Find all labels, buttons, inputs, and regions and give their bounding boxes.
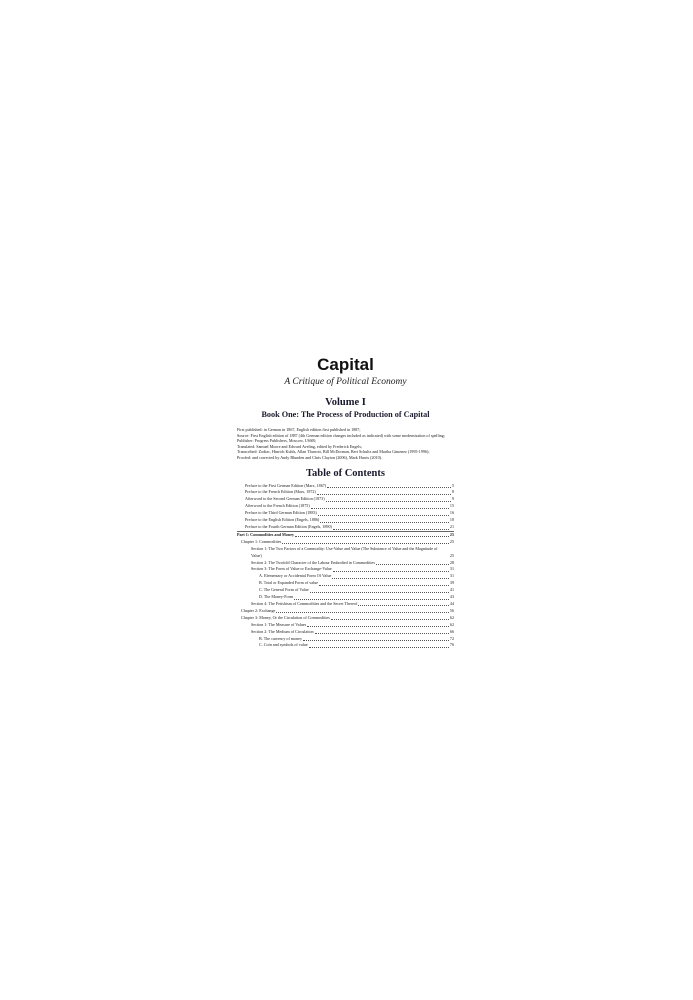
toc-entry-label: Afterword to the Second German Edition (1873) [245,496,325,502]
toc-dot-leader [320,518,449,523]
toc-dot-leader [333,525,449,530]
toc-entry-label: Chapter 1: Commodities [241,538,282,544]
toc-entry[interactable] [237,601,454,608]
toc-dot-leader [332,574,449,579]
toc-dot-leader [315,629,449,634]
toc-dot-leader [282,539,449,544]
publication-info-line: Source: First English edition of 1887 (4th German edition changes included as indicated) with some modernisation of spelling; [237,432,445,438]
toc-entry-label: C. Coin and symbols of value [259,642,308,648]
toc-page-number: 56 [449,607,454,613]
toc-page-number: 8 [451,489,454,495]
toc-dot-leader [294,595,449,600]
toc-entry[interactable] [237,622,454,629]
toc-entry[interactable] [237,587,454,594]
book-heading: Book One: The Process of Production of Capital [261,410,430,419]
toc-dot-leader [307,622,449,627]
document-page [237,355,454,649]
toc-page-number: 9 [451,496,454,502]
toc-entry[interactable] [237,546,454,560]
toc-page-number: 21 [449,524,454,529]
toc-entry-label: Section 2: The Medium of Circulation [251,628,314,634]
toc-entry-label: Preface to the French Edition (Marx, 1872) [245,489,316,495]
toc-entry-label: Section 3: The Form of Value or Exchange-Value [251,566,332,572]
toc-dot-leader [318,511,449,516]
toc-page-number: 66 [449,628,454,634]
toc-entry[interactable] [237,560,454,567]
toc-dot-leader [303,636,449,641]
publication-info-line: Proofed: and corrected by Andy Blunden and Chris Clayton (2006), Mark Harris (2010). [237,454,383,460]
toc-dot-leader [376,560,449,565]
toc-entry[interactable] [237,573,454,580]
toc-page-number: 76 [449,642,454,648]
toc-dot-leader [310,588,449,593]
publication-info-line: Translated: Samuel Moore and Edward Aveling, edited by Frederick Engels; [237,443,363,449]
toc-page-number: 62 [449,614,454,620]
toc-entry-label: Section 1: The Measure of Values [251,621,307,627]
toc-page-number: 31 [449,566,454,572]
toc-page-number: 25 [449,552,454,558]
toc-entry[interactable] [237,503,454,510]
toc-dot-leader [327,483,451,488]
toc-entry-label: Section 2: The Twofold Character of the Labour Embodied in Commodities [251,559,375,565]
publication-info-line: First published: in German in 1867, English edition first published in 1887; [237,427,361,432]
toc-entry-label: Preface to the Fourth German Edition (Engels, 1890) [245,524,332,529]
toc-entry[interactable] [237,580,454,587]
toc-dot-leader [333,567,449,572]
toc-page-number: 31 [449,573,454,579]
toc-page-number: 16 [449,510,454,516]
toc-page-number: 25 [449,538,454,544]
toc-page-number: 43 [449,594,454,600]
publication-info [237,427,454,461]
toc-page-number: 18 [449,517,454,523]
toc-entry[interactable] [237,629,454,636]
toc-entry[interactable] [237,489,454,496]
toc-entry-label: Section 4: The Fetishism of Commodities and the Secret Thereof [251,600,358,606]
toc-dot-leader [331,615,449,620]
toc-entry-label: Chapter 3: Money, Or the Circulation of Commodities [241,614,330,620]
toc-entry-label: Afterword to the French Edition (1875) [245,503,310,509]
toc-entry[interactable] [237,539,454,546]
toc-dot-leader [317,490,451,495]
toc-page-number: 72 [449,635,454,641]
toc-page-number: 44 [449,600,454,606]
book-subtitle: A Critique of Political Economy [284,377,407,387]
toc-entry-label: D. The Money-Form [259,594,294,600]
toc-entry-label: Preface to the First German Edition (Marx, 1867) [245,482,327,488]
toc-page-number: 41 [449,587,454,593]
toc-dot-leader [319,581,449,586]
toc-entry-label: B. Total or Expanded Form of value [259,580,319,586]
toc-entry-label: Preface to the English Edition (Engels, 1886) [245,517,320,523]
publication-info-line: Publisher: Progress Publishers, Moscow, USSR; [237,438,317,444]
toc-entry[interactable] [237,496,454,503]
toc-heading: Table of Contents [306,467,385,479]
toc-dot-leader [309,643,449,648]
publication-info-line: Transcribed: Zodiac, Hinrich Kuhls, Allan Thurrott, Bill McDorman, Bert Schultz and Martha Gimenez (1995-1996); [237,449,430,455]
toc-dot-leader [326,497,451,502]
toc-dot-leader [276,608,449,613]
toc-page-number: 5 [451,482,454,488]
toc-dot-leader [311,504,449,509]
toc-entry[interactable] [237,483,454,490]
toc-entry[interactable] [237,517,454,524]
volume-heading: Volume I [325,397,366,408]
toc-page-number: 25 [449,531,454,537]
toc-entry[interactable] [237,636,454,643]
toc-entry[interactable] [237,510,454,517]
toc-entry-label: Section 1: The Two Factors of a Commodity: Use-Value and Value (The Substance of Value and the Magnitude of Value) [251,545,438,558]
toc-page-number: 39 [449,580,454,586]
toc-entry[interactable] [237,566,454,573]
toc-page-number: 28 [449,559,454,565]
toc-dot-leader [295,532,449,537]
toc-entry-label: C. The General Form of Value [259,587,309,593]
toc-entry-label: Preface to the Third German Edition (1883) [245,510,317,516]
book-title: Capital [317,355,374,374]
toc-entry[interactable] [237,642,454,649]
toc-entry-label: Chapter 2: Exchange [241,607,276,613]
toc-part-entry[interactable] [237,531,454,539]
toc-page-number: 62 [449,621,454,627]
toc-entry-label: Part 1: Commodities and Money [237,531,295,537]
toc-entry[interactable] [237,608,454,615]
toc-entry-label: B. The currency of money [259,635,303,641]
toc-entry[interactable] [237,594,454,601]
table-of-contents [237,483,454,650]
toc-entry-label: A. Elementary or Accidental Form Of Value [259,573,332,579]
toc-dot-leader [358,601,449,606]
toc-entry[interactable] [237,524,454,531]
toc-page-number: 15 [449,503,454,509]
toc-entry[interactable] [237,615,454,622]
